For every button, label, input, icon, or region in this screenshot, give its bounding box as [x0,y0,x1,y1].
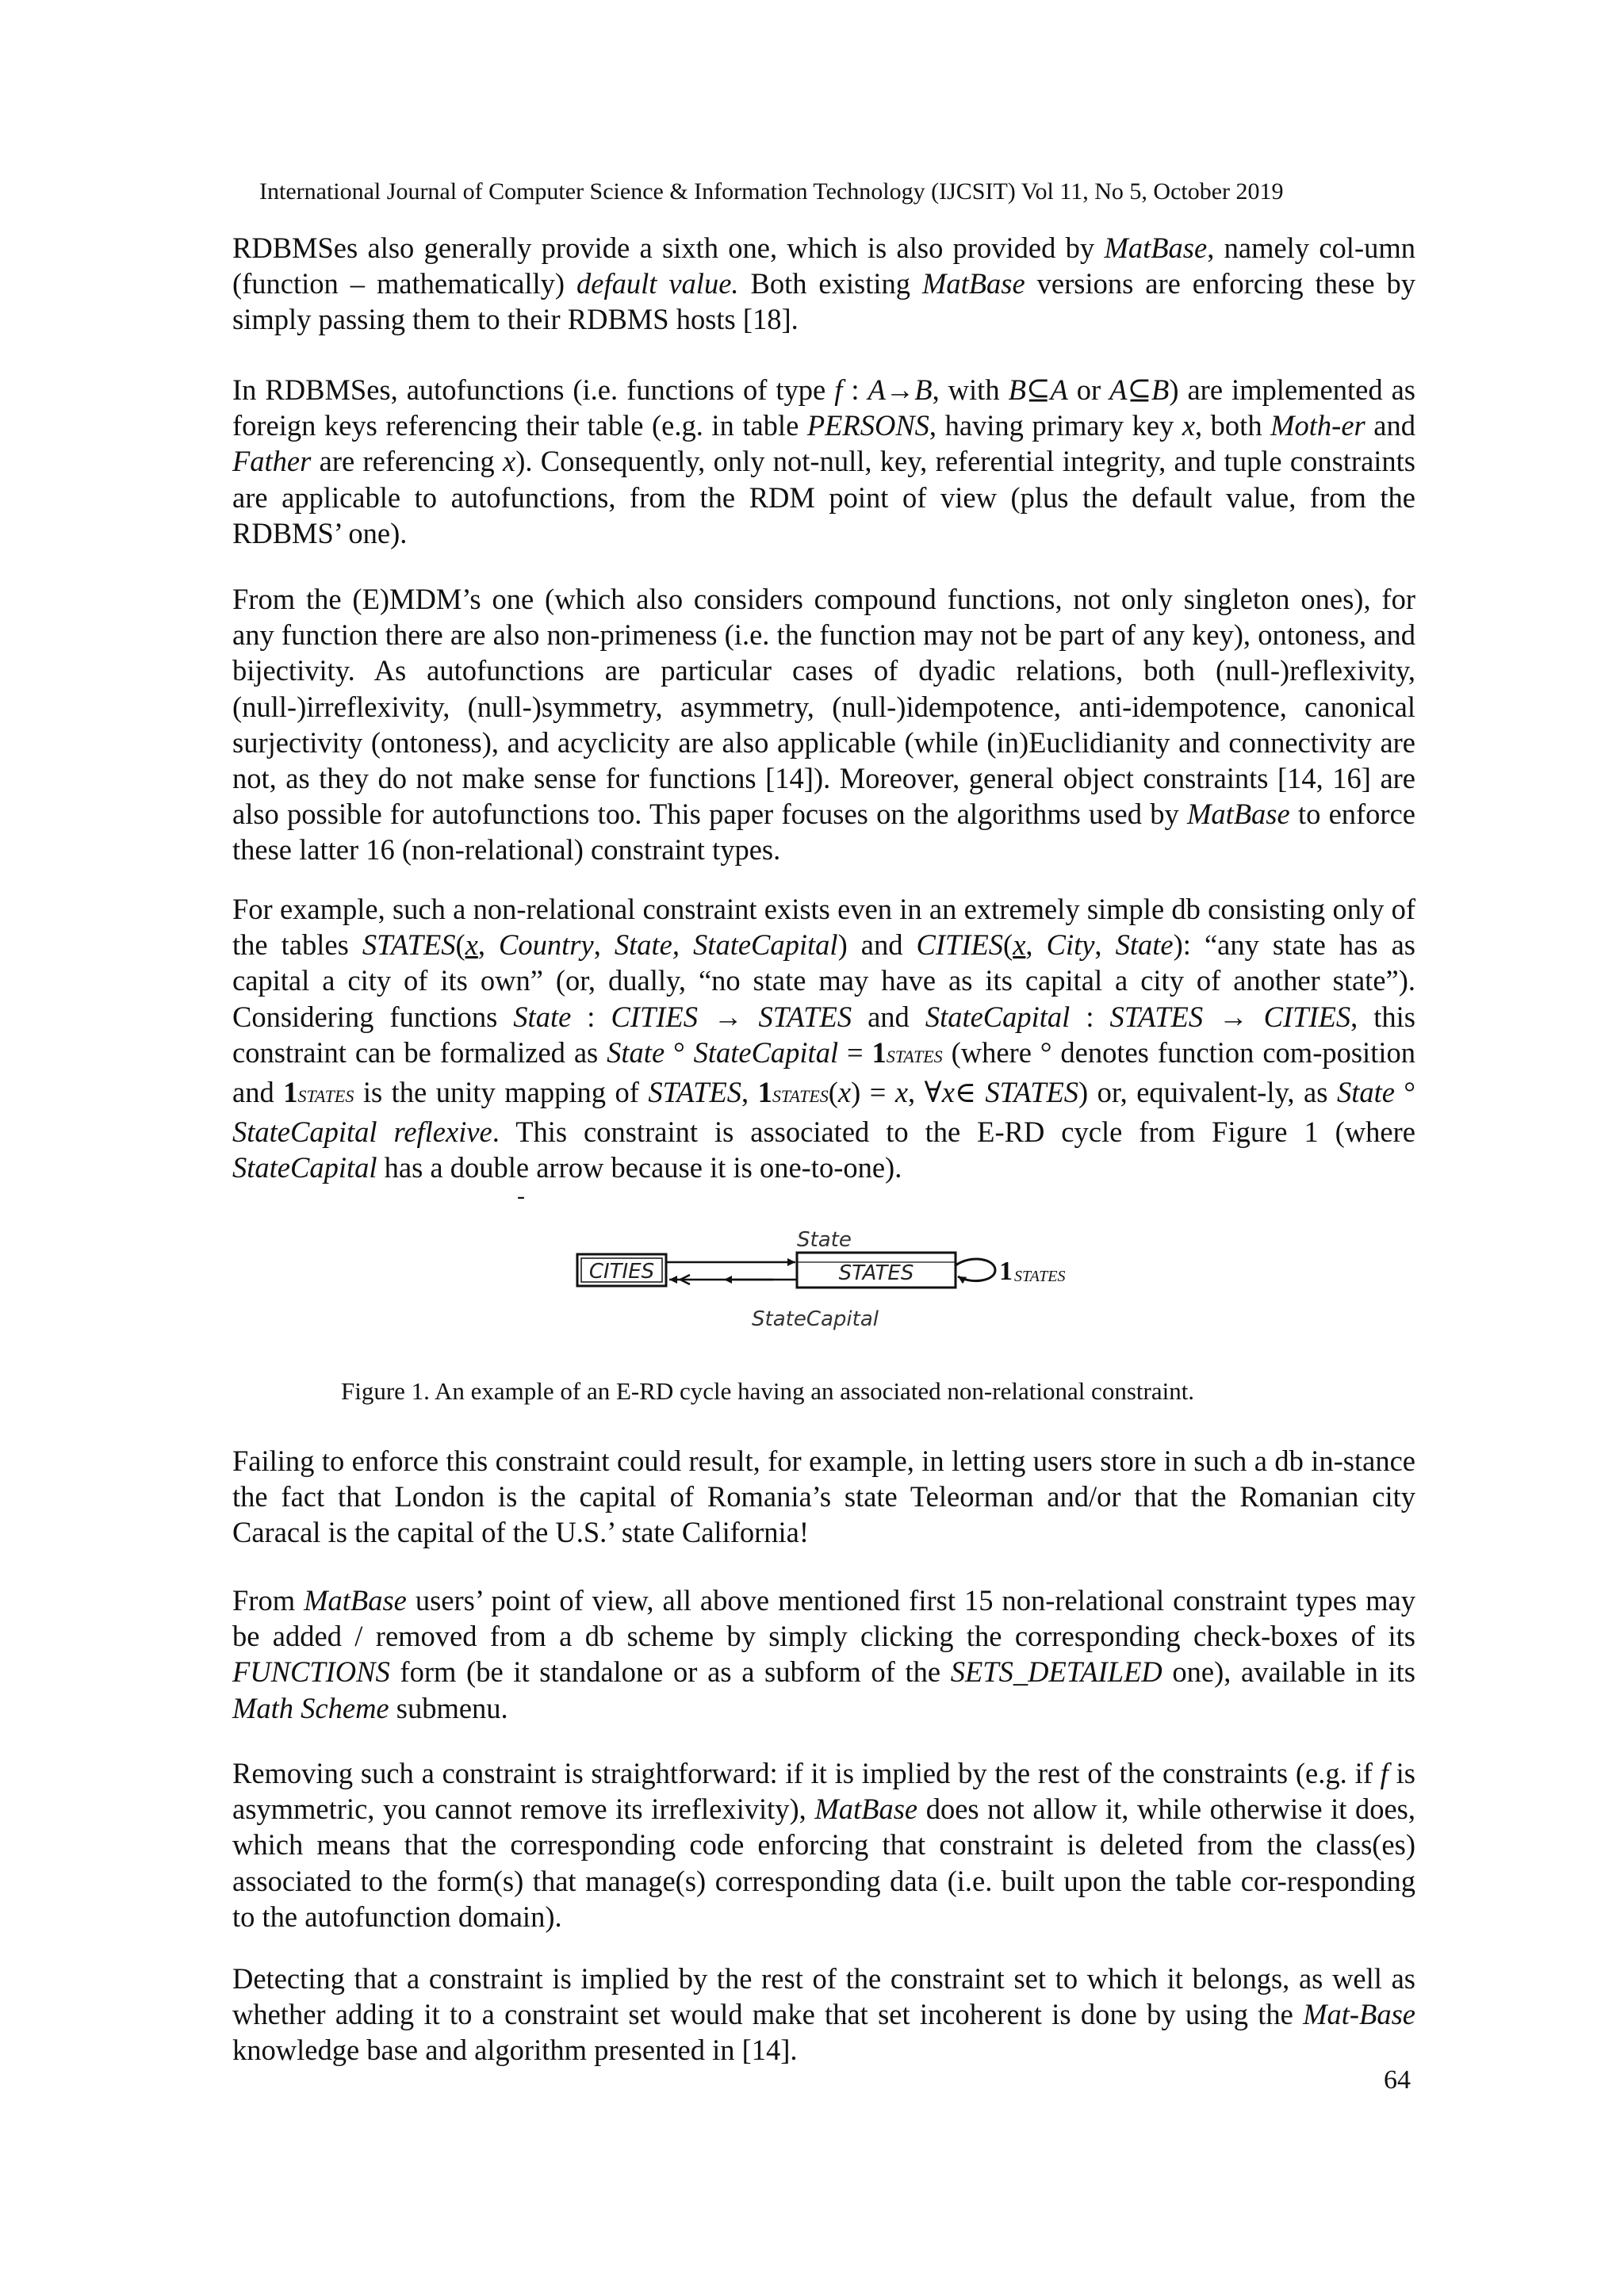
state-capital-edge-label: StateCapital [752,1307,879,1331]
unity-label: 1 [999,1257,1013,1286]
figure-1-erd [571,1221,1110,1340]
paragraph-4: For example, such a non-relational constraint exists even in an extremely simple db consisting only of the tables STATES(x, Country, State, StateCapital) and CITIES(x, City, State): “any state has as capital a city of its own” (or, dually, “no state may have as its capital a city of another state”). Considering functions State : CITIES → STATES and StateCapital : STATES → CITIES, this constraint can be formalized as State ° StateCapital = 1STATES (where ° denotes function com-position and 1STATES is the unity mapping of STATES, 1STATES(x) = x, ∀x∈ STATES) or, equivalent-ly, as State ° StateCapital reflexive. This constraint is associated to the E-RD cycle from Figure 1 (where StateCapital has a double arrow because it is one-to-one). [232,893,1416,1184]
paragraph-1: RDBMSes also generally provide a sixth one, which is also provided by MatBase, namely col-umn (function – mathematically) default value. Both existing MatBase versions are enforcing these by simply passing them to their RDBMS hosts [18]. [232,232,1416,336]
cities-node [577,1254,666,1286]
paragraph-3: From the (E)MDM’s one (which also considers compound functions, not only singleton ones), for any function there are also non-primeness (i.e. the function may not be part of any key), ontoness, and bijectivity. As autofunctions are particular cases of dyadic relations, both (null-)reflexivity, (null-)irreflexivity, (null-)symmetry, asymmetry, (null-)idempotence, anti-idempotence, canonical surjectivity (ontoness), and acyclicity are also applicable (while (in)Euclidianity and connectivity are not, as they do not make sense for functions [14]). Moreover, general object constraints [14, 16] are also possible for autofunctions too. This paper focuses on the algorithms used by MatBase to enforce these latter 16 (non-relational) constraint types. [232,583,1415,867]
paragraph-5: Failing to enforce this constraint could result, for example, in letting users store in such a db in-stance the fact that London is the capital of Romania’s state Teleorman and/or that the Romanian city Caracal is the capital of the U.S.’ state California! [232,1445,1415,1549]
paragraph-8: Detecting that a constraint is implied by the rest of the constraint set to which it belongs, as well as whether adding it to a constraint set would make that set incoherent is done by using the Mat-Base knowledge base and algorithm presented in [14]. [232,1962,1415,2067]
states-node [797,1253,956,1288]
state-edge-label: State [797,1228,852,1252]
figure-caption: Figure 1. An example of an E-RD cycle having an associated non-relational constraint. [341,1377,1195,1405]
unity-subscript: STATES [1014,1268,1066,1285]
unity-loop [956,1259,995,1281]
page-number: 64 [1384,2065,1411,2095]
cities-label: CITIES [588,1260,655,1284]
stray-dash: - [517,1183,525,1209]
paragraph-6: From MatBase users’ point of view, all above mentioned first 15 non-relational constraint types may be added / removed from a db scheme by simply clicking the corresponding check-boxes of its FUNCTIONS form (be it standalone or as a subform of the SETS_DETAILED one), available in its Math Scheme submenu. [232,1584,1415,1724]
paragraph-2: In RDBMSes, autofunctions (i.e. functions of type f : A→B, with B⊆A or A⊆B) are implemented as foreign keys referencing their table (e.g. in table PERSONS, having primary key x, both Moth-er and Father are referencing x). Consequently, only not-null, key, referential integrity, and tuple constraints are applicable to autofunctions, from the RDM point of view (plus the default value, from the RDBMS’ one). [232,373,1416,549]
paragraph-7: Removing such a constraint is straightforward: if it is implied by the rest of the constraints (e.g. if f is asymmetric, you cannot remove its irreflexivity), MatBase does not allow it, while otherwise it does, which means that the corresponding code enforcing that constraint is deleted from the class(es) associated to the form(s) that manage(s) corresponding data (i.e. built upon the table cor-responding to the autofunction domain). [232,1757,1415,1933]
running-header: International Journal of Computer Science & Information Technology (IJCSIT) Vol 11, No 5, October 2019 [259,178,1284,205]
states-label: STATES [838,1261,914,1285]
